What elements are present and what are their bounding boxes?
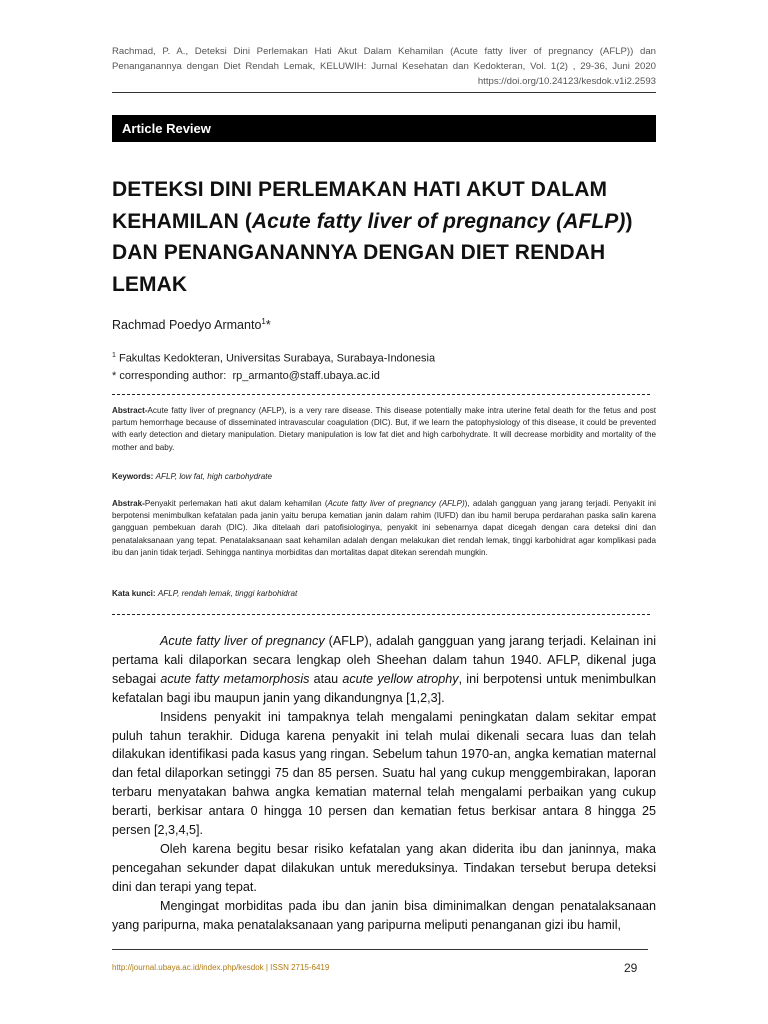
body-paragraph-2: Insidens penyakit ini tampaknya telah mengalami peningkatan dalam sekitar empat puluh tahun terakhir. Diduga karena penyakit ini telah mulai dikenali secara luas dan telah dilakukan identifikasi pada kasus yang ringan. Sebelum tahun 1970-an, angka kematian maternal dan fetal dilaporkan setinggi 75 dan 85 persen. Suatu hal yang cukup menggembirakan, laporan terbaru menyatakan bahwa angka kematian maternal telah mengalami perbaikan yang cukup berarti, berkisar antara 0 hingga 10 persen dan kematian fetus berkisar antara 8 hingga 25 persen [2,3,4,5]. — [112, 709, 656, 838]
paper-title — [112, 174, 656, 300]
abstrak-italic: Acute fatty liver of pregnancy (AFLP) — [327, 499, 465, 508]
affiliation-institution: Fakultas Kedokteran, Universitas Surabaya, Surabaya-Indonesia — [118, 352, 436, 365]
title-part2: ) DAN PENANGANANNYA DENGAN DIET RENDAH LEMAK — [112, 209, 633, 296]
abstrak-label: Abstrak- — [112, 499, 145, 508]
title-part1: DETEKSI DINI PERLEMAKAN HATI AKUT DALAM KEHAMILAN ( — [112, 178, 608, 233]
body-text — [112, 632, 656, 935]
keywords-english — [112, 471, 656, 483]
abstract-text: Acute fatty liver of pregnancy (AFLP), is a very rare disease. This disease potentially make intra uterine fetal death for the fetus and post partum hemorrhage because of disseminated intravascular coagulation (DIC). But, if we learn the patophysiology of this disease, it could be prevented with early detection and dietary manipulation. Dietary manipulation is low fat diet and high carbohydrate. It will decrease morbidity and mortality of the mother and baby. — [112, 406, 656, 452]
author-name: Rachmad Poedyo Armanto — [112, 318, 262, 333]
header-rule — [112, 92, 656, 93]
running-head-line2: Penanganannya dengan Diet Rendah Lemak, KELUWIH: Jurnal Kesehatan dan Kedokteran, Vol. 1(2) , 29-36, Juni 2020 — [112, 61, 656, 72]
keywords-text: AFLP, low fat, high carbohydrate — [155, 472, 273, 481]
running-head-doi: https://doi.org/10.24123/kesdok.v1i2.2593 — [477, 76, 656, 87]
keywords-indonesian — [112, 588, 656, 600]
corresponding-line — [112, 368, 435, 385]
kata-kunci-label: Kata kunci: — [112, 589, 156, 598]
title-italic: Acute fatty liver of pregnancy (AFLP) — [251, 209, 626, 233]
body-p1-text-2: atau — [309, 671, 343, 686]
author-affil-sup: 1 — [261, 317, 266, 326]
abstrak-text-before: Penyakit perlemakan hati akut dalam kehamilan ( — [144, 499, 328, 508]
corresponding-label: * corresponding author: — [112, 369, 227, 382]
body-p1-italic-3: acute yellow atrophy — [342, 671, 459, 686]
abstract-english — [112, 405, 656, 454]
separator-rule-top — [112, 394, 650, 395]
abstract-indonesian — [112, 498, 656, 559]
running-head — [112, 44, 656, 89]
footer-rule — [112, 949, 648, 950]
author-line — [112, 313, 271, 334]
separator-rule-bottom — [112, 614, 650, 615]
abstract-label: Abstract- — [112, 406, 148, 415]
article-type-band: Article Review — [112, 115, 656, 142]
body-p1-italic-1: Acute fatty liver of pregnancy — [160, 634, 325, 648]
affiliation-block — [112, 347, 435, 385]
affiliation-sup: 1 — [112, 352, 116, 359]
body-p1-italic-2: acute fatty metamorphosis — [160, 671, 310, 686]
abstrak-text-after: ), adalah gangguan yang jarang terjadi. Penyakit ini berpotensi menimbulkan kefatalan pada janin yaitu berupa kematian janin dalam rahim (IUFD) dan ibu hamil berupa perdarahan paska salin karena gangguan pembekuan darah (DIC). Jika ditelaah dari patofisiologinya, penyakit ini sebenarnya dapat dicegah dengan cara deteksi dini dan penatalaksanaan yang tepat. Penatalaksanaan saat kehamilan adalah dengan melakukan diet rendah lemak, tinggi karbohidrat agar komplikasi pada ibu dan janin tidak terjadi. Sehingga nantinya morbiditas dan mortalitas dapat ditekan serendah mungkin. — [112, 499, 656, 557]
page-number: 29 — [624, 961, 638, 975]
body-paragraph-3: Oleh karena begitu besar risiko kefatalan yang akan diderita ibu dan janinnya, maka pencegahan sekunder dapat dilakukan untuk mereduksinya. Tindakan tersebut berupa deteksi dini dan terapi yang tepat. — [112, 841, 656, 894]
body-paragraph-1 — [112, 632, 656, 708]
running-head-line1: Rachmad, P. A., Deteksi Dini Perlemakan Hati Akut Dalam Kehamilan (Acute fatty liver of pregnancy (AFLP)) dan — [112, 46, 656, 57]
keywords-label: Keywords: — [112, 472, 154, 481]
author-corresponding-mark: * — [265, 318, 271, 333]
corresponding-email[interactable]: rp_armanto@staff.ubaya.ac.id — [232, 369, 380, 382]
body-p1-text-1: (AFLP), adalah gangguan yang jarang terjadi. Kelainan ini pertama kali dilaporkan secara lengkap oleh Sheehan dalam tahun 1940. AFLP, dikenal juga sebagai — [112, 634, 656, 686]
footer-journal-link[interactable]: http://journal.ubaya.ac.id/index.php/kesdok | ISSN 2715-6419 — [112, 963, 330, 972]
affiliation-line — [112, 347, 435, 368]
body-paragraph-4: Mengingat morbiditas pada ibu dan janin bisa diminimalkan dengan penatalaksanaan yang paripurna, maka penatalaksanaan yang paripurna meliputi penanganan gizi ibu hamil, — [112, 898, 656, 932]
kata-kunci-text: AFLP, rendah lemak, tinggi karbohidrat — [157, 589, 298, 598]
body-p1-text-3: , ini berpotensi untuk menimbulkan kefatalan bagi ibu maupun janin yang dikandungnya [1,2,3]. — [112, 671, 656, 705]
